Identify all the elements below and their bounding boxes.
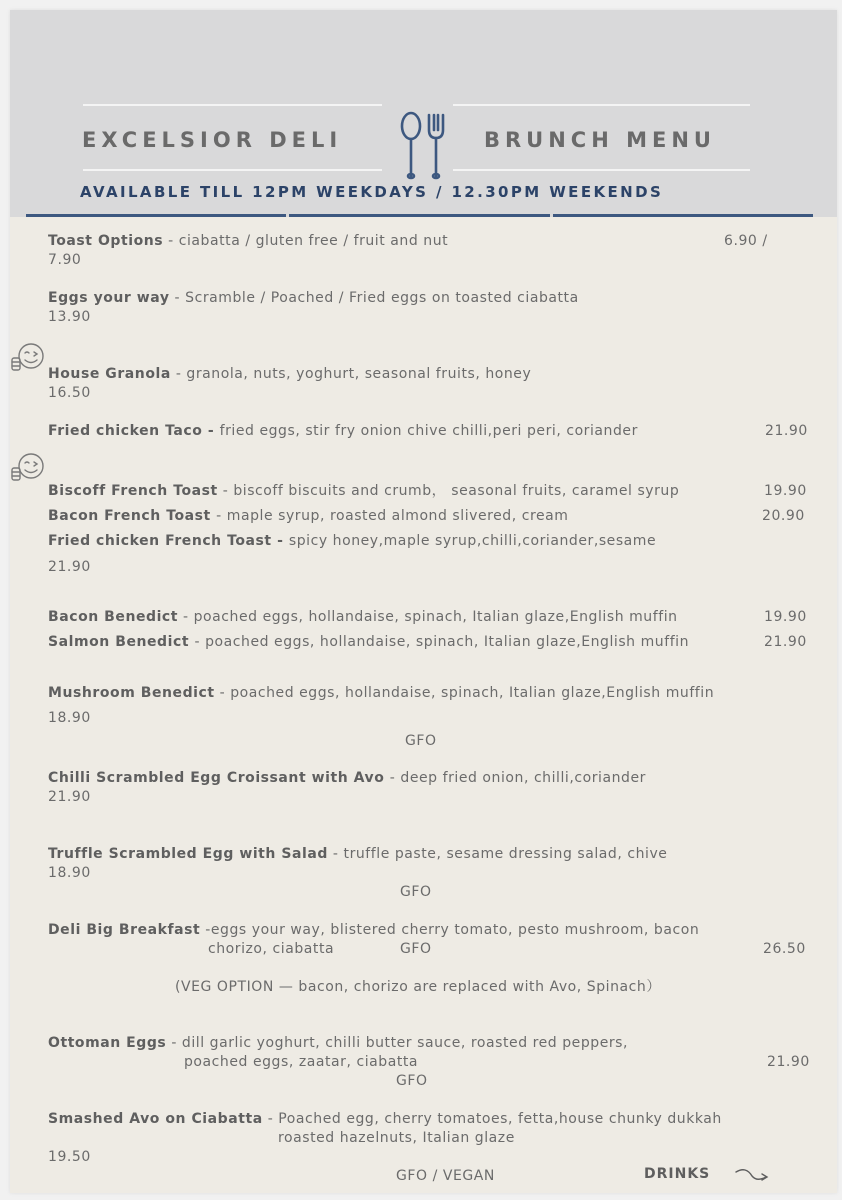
item-price: 26.50: [763, 941, 806, 957]
gfo-tag: GFO: [400, 941, 432, 957]
menu-item-house-granola: [48, 365, 531, 384]
cutlery-icon: [398, 110, 450, 182]
menu-item-salmon-benedict: [48, 633, 689, 652]
header-line-bottom-right: [453, 169, 750, 171]
item-price: 19.90: [764, 483, 807, 499]
item-name: Mushroom Benedict: [48, 685, 215, 701]
item-name: Toast Options: [48, 233, 164, 249]
item-price: 21.90: [764, 634, 807, 650]
item-name: Salmon Benedict: [48, 634, 195, 650]
item-price: 21.90: [48, 789, 91, 805]
item-price: 19.50: [48, 1149, 91, 1165]
menu-item-toast-options: [48, 232, 448, 251]
menu-item-ottoman-eggs: [48, 1034, 628, 1053]
item-desc: - ciabatta / gluten free / fruit and nut: [163, 233, 449, 249]
curved-arrow-icon[interactable]: [732, 1166, 772, 1186]
menu-item-bacon-benedict: [48, 608, 678, 627]
item-desc: - dill garlic yoghurt, chilli butter sauce, roasted red peppers,: [166, 1035, 629, 1051]
item-name: Deli Big Breakfast: [48, 922, 201, 938]
restaurant-name: EXCELSIOR DELI: [82, 128, 343, 152]
menu-item-bacon-french-toast: [48, 507, 568, 526]
item-name: Bacon French Toast: [48, 508, 217, 524]
item-desc: - truffle paste, sesame dressing salad, chive: [327, 846, 668, 862]
item-price: 13.90: [48, 309, 91, 325]
item-desc: fried eggs, stir fry onion chive chilli,peri peri, coriander: [219, 423, 638, 439]
divider-line-right: [553, 214, 813, 217]
item-name: Eggs your way: [48, 290, 170, 306]
item-name: Fried chicken French Toast -: [48, 533, 289, 549]
gfo-tag: GFO: [396, 1073, 428, 1089]
drinks-link[interactable]: DRINKS: [644, 1166, 711, 1182]
item-name: House Granola: [48, 366, 171, 382]
item-price-alt: 7.90: [48, 252, 82, 268]
availability-subtitle: AVAILABLE TILL 12PM WEEKDAYS / 12.30PM WEEKENDS: [80, 183, 664, 201]
thumbs-up-smiley-icon: [10, 342, 48, 374]
item-name: Smashed Avo on Ciabatta: [48, 1111, 263, 1127]
divider-line-middle: [289, 214, 550, 217]
item-price: 19.90: [764, 609, 807, 625]
menu-item-deli-big-breakfast: [48, 921, 699, 940]
gfo-tag: GFO: [405, 733, 437, 749]
item-name: Truffle Scrambled Egg with Salad: [48, 846, 328, 862]
item-desc: - poached eggs, hollandaise, spinach, Italian glaze,English muffin: [178, 609, 678, 625]
gfo-vegan-tag: GFO / VEGAN: [396, 1168, 495, 1184]
gfo-tag: GFO: [400, 884, 432, 900]
veg-option-note: (VEG OPTION — bacon, chorizo are replaced with Avo, Spinach）: [175, 979, 661, 995]
menu-item-mushroom-benedict: [48, 684, 714, 703]
item-desc: - granola, nuts, yoghurt, seasonal fruits, honey: [170, 366, 532, 382]
header-line-top-right: [453, 104, 750, 106]
header-line-bottom-left: [83, 169, 382, 171]
item-name: Fried chicken Taco -: [48, 423, 220, 439]
item-desc-cont: chorizo, ciabatta: [208, 941, 335, 957]
item-desc: - poached eggs, hollandaise, spinach, Italian glaze,English muffin: [194, 634, 690, 650]
menu-item-eggs-your-way: [48, 289, 579, 308]
menu-sheet: [10, 10, 837, 1193]
menu-item-chilli-scrambled-egg-croissant: [48, 769, 646, 788]
item-desc: - biscoff biscuits and crumb， seasonal fruits, caramel syrup: [217, 483, 680, 499]
item-desc: - maple syrup, roasted almond slivered, cream: [216, 508, 569, 524]
item-desc: -eggs your way, blistered cherry tomato, pesto mushroom, bacon: [200, 922, 700, 938]
item-price: 18.90: [48, 865, 91, 881]
item-name: Ottoman Eggs: [48, 1035, 167, 1051]
item-price: 18.90: [48, 710, 91, 726]
item-name: Bacon Benedict: [48, 609, 179, 625]
item-desc: - Poached egg, cherry tomatoes, fetta,house chunky dukkah: [262, 1111, 722, 1127]
header-line-top-left: [83, 104, 382, 106]
divider-line-left: [26, 214, 286, 217]
item-price: 21.90: [48, 559, 91, 575]
item-desc-cont: roasted hazelnuts, Italian glaze: [278, 1130, 515, 1146]
item-name: Chilli Scrambled Egg Croissant with Avo: [48, 770, 390, 786]
menu-title: BRUNCH MENU: [484, 128, 716, 152]
menu-item-truffle-scrambled-egg: [48, 845, 667, 864]
menu-item-smashed-avo: [48, 1110, 722, 1129]
menu-item-biscoff-french-toast: [48, 482, 679, 501]
item-name: Biscoff French Toast: [48, 483, 218, 499]
menu-item-fried-chicken-french-toast: [48, 532, 656, 551]
item-desc-cont: poached eggs, zaatar, ciabatta: [184, 1054, 419, 1070]
thumbs-up-smiley-icon: [10, 452, 48, 484]
item-price: 6.90 /: [724, 233, 768, 249]
item-desc: - Scramble / Poached / Fried eggs on toasted ciabatta: [169, 290, 579, 306]
item-price: 20.90: [762, 508, 805, 524]
item-price: 21.90: [767, 1054, 810, 1070]
item-desc: spicy honey,maple syrup,chilli,coriander,sesame: [288, 533, 657, 549]
item-price: 16.50: [48, 385, 91, 401]
item-desc: - poached eggs, hollandaise, spinach, Italian glaze,English muffin: [214, 685, 715, 701]
item-desc: - deep fried onion, chilli,coriander: [389, 770, 646, 786]
item-price: 21.90: [765, 423, 808, 439]
menu-item-fried-chicken-taco: [48, 422, 638, 441]
